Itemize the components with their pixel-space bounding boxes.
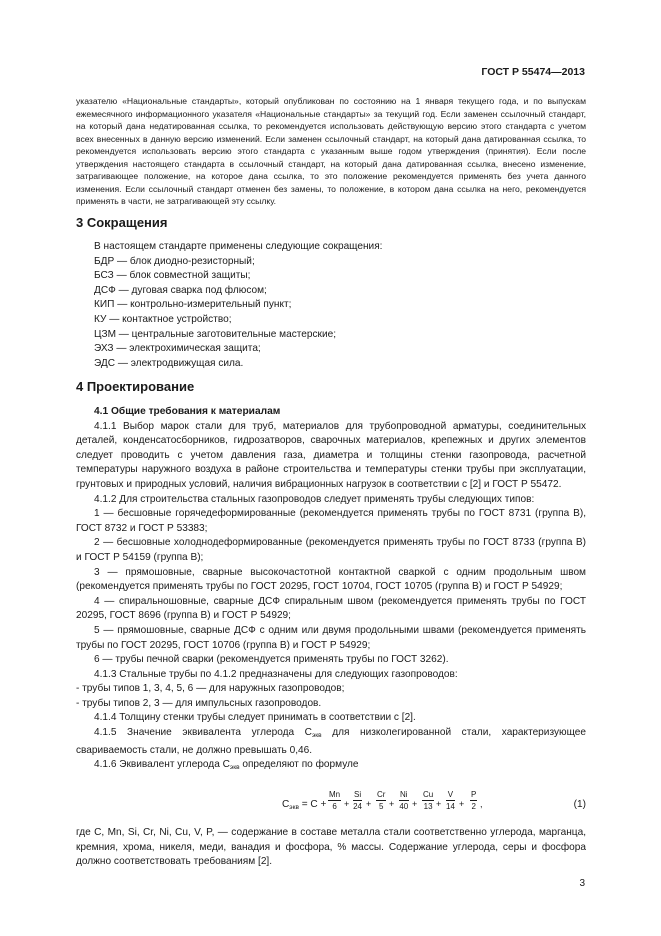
term-denominator: 40 [399,802,409,811]
term-numerator: Cu [423,790,434,799]
abbreviation-item: ЭДС — электродвижущая сила. [94,357,244,369]
term-denominator: 2 [471,802,476,811]
abbreviation-item: БДР — блок диодно-резисторный; [94,255,255,267]
subsection-4-1-title: 4.1 Общие требования к материалам [94,406,281,417]
formula-term-p [470,789,477,812]
term-denominator: 14 [446,802,455,811]
subscript-ekv: экв [311,732,322,740]
plus-sign: + [412,799,418,809]
term-denominator: 5 [379,802,384,811]
term-numerator: Ni [400,790,408,799]
formula-term-cu [422,789,434,812]
abbreviations-list [76,240,586,371]
subscript-ekv: экв [229,764,240,772]
clause-4-1-6 [76,758,586,776]
plus-sign: + [389,799,395,809]
term-numerator: Cr [377,790,386,799]
section-4-title: 4 Проектирование [76,379,195,394]
clause-4-1-2: 4.1.2 Для строительства стальных газопроводов следует применять трубы следующих типов: [94,493,535,505]
formula-term-mn [328,789,341,812]
term-denominator: 13 [423,802,433,811]
intro-paragraph [76,95,586,208]
carbon-equivalent-formula [76,789,586,823]
term-denominator: 6 [332,802,337,811]
formula-c: С [282,799,290,810]
section-3-title: 3 Сокращения [76,215,168,230]
term-numerator: P [471,790,477,799]
clause-4-1-5 [76,726,586,758]
clause-4-1-6-end: определяют по формуле [239,759,359,771]
section-3 [76,216,586,231]
pipe-type-item: 6 — трубы печной сварки (рекомендуется применять трубы по ГОСТ 3262). [94,654,449,666]
clause-4-1-6-start: 4.1.6 Эквивалент углерода С [94,759,230,771]
section-4-body [76,405,586,776]
pipe-type-item: 5 — прямошовные, сварные ДСФ с одним или двумя продольными швами (рекомендуется применять трубы по ГОСТ 20295, ГОСТ 10706 (группа В) и ГОСТ Р 54929; [76,624,586,651]
abbreviations-lead: В настоящем стандарте применены следующие сокращения: [94,241,383,252]
section-4 [76,380,586,395]
clause-4-1-3: 4.1.3 Стальные трубы по 4.1.2 предназначены для следующих газопроводов: [94,668,458,680]
page-number: 3 [579,878,585,889]
document-header: ГОСТ Р 55474—2013 [481,66,585,78]
plus-sign: + [344,799,350,809]
clause-4-1-4: 4.1.4 Толщину стенки трубы следует принимать в соответствии с [2]. [94,712,416,724]
formula-subscript: экв [289,804,299,811]
clause-4-1-1: 4.1.1 Выбор марок стали для труб, материалов для трубопроводной арматуры, соединительных деталей, конденсатосборников, гидрозатворов, сварочных материалов, крепежных и других элементов следует проводить с учетом давления газа, диаметра и толщины стенки газопровода, расчетной температуры наружного воздуха в районе строительства и температуры стенки трубы при эксплуатации, грунтовых и природных условий, наличия вибрационных нагрузок в соответствии с [2] и ГОСТ Р 55472. [76,420,586,490]
formula-term-ni [399,789,409,812]
abbreviation-item: ДСФ — дуговая сварка под флюсом; [94,284,267,296]
pipe-type-item: 3 — прямошовные, сварные высокочастотной контактной сваркой с одним продольным швом (рекомендуется применять трубы по ГОСТ 20295, ГОСТ 10704, ГОСТ 10705 (группа В) и ГОСТ Р 54929; [76,566,586,593]
clause-4-1-5-end: для низколегированной стали, характеризующее свариваемость стали, не должно превышать 0,46. [76,727,586,756]
gas-pipeline-item: - трубы типов 2, 3 — для импульсных газопроводов. [76,697,322,709]
formula-term-cr [376,789,386,812]
formula-lhs [282,799,326,811]
formula-term-v [446,789,455,812]
plus-sign: + [459,799,465,809]
pipe-type-item: 4 — спиральношовные, сварные ДСФ спиральным швом (рекомендуется применять трубы по ГОСТ 20295, ГОСТ 8696 (группа В) и ГОСТ Р 54929; [76,595,586,622]
formula-equals: = С + [298,799,327,810]
formula-legend: где С, Mn, Si, Cr, Ni, Cu, V, P, — содержание в составе металла стали соответственно углерода, марганца, кремния, хрома, никеля, меди, ванадия и фосфора, % массы. Содержание углерода, серы и фосфора должно соответствовать требованиям [2]. [76,827,586,868]
plus-sign: + [436,799,442,809]
pipe-type-item: 1 — бесшовные горячедеформированные (рекомендуется применять трубы по ГОСТ 8731 (группа В), ГОСТ 8732 и ГОСТ Р 53383; [76,508,586,534]
formula-number: (1) [573,799,586,810]
formula-comma: , [480,799,483,809]
formula-term-si [353,789,362,812]
abbreviation-item: ЦЗМ — центральные заготовительные мастерские; [94,328,337,340]
term-numerator: Si [354,790,362,799]
term-numerator: Mn [329,790,341,799]
term-denominator: 24 [353,802,363,811]
plus-sign: + [366,799,372,809]
formula-explanation [76,826,586,870]
abbreviation-item: ЭХЗ — электрохимическая защита; [94,343,261,355]
gas-pipeline-item: - трубы типов 1, 3, 4, 5, 6 — для наружных газопроводов; [76,683,345,695]
clause-4-1-5-start: 4.1.5 Значение эквивалента углерода С [94,727,312,739]
abbreviation-item: КИП — контрольно-измерительный пункт; [94,299,292,311]
pipe-type-item: 2 — бесшовные холоднодеформированные (рекомендуется применять трубы по ГОСТ 8733 (группа В) и ГОСТ Р 54159 (группа В); [76,537,586,563]
abbreviation-item: БСЗ — блок совместной защиты; [94,270,251,282]
term-numerator: V [447,790,454,799]
abbreviation-item: КУ — контактное устройство; [94,313,232,325]
intro-text: указателю «Национальные стандарты», который опубликован по состоянию на 1 января текущего года, и по выпускам ежемесячного информационного указателя «Национальные стандарты» за текущий год. Если заменен ссылочный стандарт, на который дана недатированная ссылка, то рекомендуется использовать действующую версию этого стандарта с учетом всех внесенных в данную версию изменений. Если заменен ссылочный стандарт, на который дана датированная ссылка, то рекомендуется использовать версию этого стандарта с указанным выше годом утверждения (принятия). Если после утверждения настоящего стандарта в ссылочный стандарт, на который дана датированная ссылка, внесено изменение, затрагивающее положение, на которое дана ссылка, то это положение рекомендуется применять без учета данного изменения. Если ссылочный стандарт отменен без замены, то положение, в котором дана ссылка на него, рекомендуется применять в части, не затрагивающей эту ссылку. [76,96,586,206]
